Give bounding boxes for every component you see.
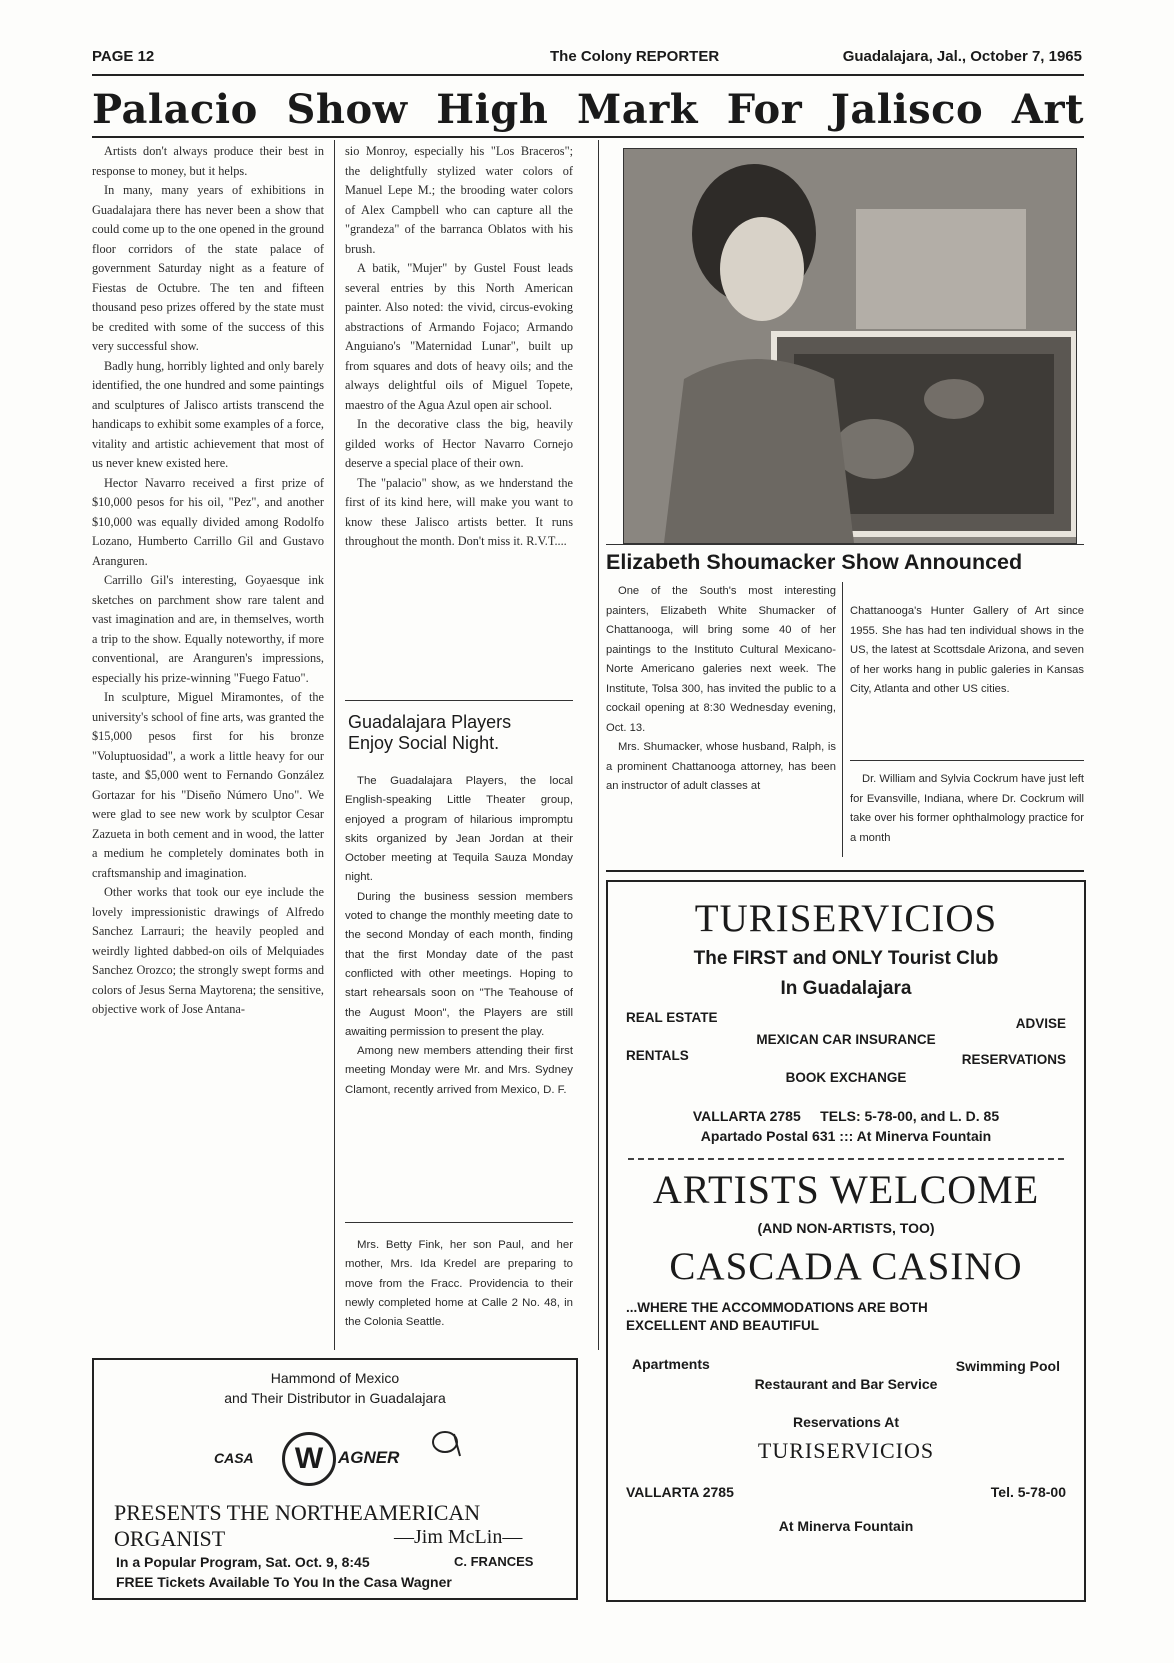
music-note-icon [430,1428,464,1458]
ad-service: RESERVATIONS [961,1052,1066,1067]
article-paragraph: Chattanooga's Hunter Gallery of Art since 1955. She has had ten individual shows in the US, the latest at Scottsdale Arizona, and seven of her works hang in public galeries in Kansas City, Atlanta and other US cities. [850,605,1084,695]
artist-photo [623,148,1077,544]
article-paragraph: Carrillo Gil's interesting, Goyaesque ink sketches on parchment show rare talent and vast imagination and are, in themselves, worth a trip to the show. Equally noteworthy, if more conventional, are Aranguren's impressions, especially his prize-winning "Fuego Fatuo". [92,573,324,685]
shoumacker-col2 [850,602,1084,732]
article-paragraph: Artists don't always produce their best in response to money, but it helps. [92,144,324,178]
ad-line: Hammond of Mexico [270,1370,400,1386]
headline: Palacio Show High Mark For Jalisco Art [92,86,1084,133]
dateline: Guadalajara, Jal., October 7, 1965 [842,48,1082,65]
section-rule [850,760,1084,761]
players-body [345,772,573,1182]
article-paragraph: Mrs. Betty Fink, her son Paul, and her mother, Mrs. Ida Kredel are preparing to move from the Fracc. Providencia to their newly completed home at Calle 2 No. 48, in the Colonia Seattle. [345,1239,573,1329]
ad-tagline: The FIRST and ONLY Tourist Club [693,948,999,969]
section-rule [606,544,1084,545]
ad-non-artists: (AND NON-ARTISTS, TOO) [757,1220,935,1236]
ad-free-tickets: FREE Tickets Available To You In the Casa Wagner [116,1574,452,1590]
logo-casa: CASA [214,1450,254,1466]
section-rule [345,1222,573,1223]
article-paragraph: The Guadalajara Players, the local English-speaking Little Theater group, enjoyed a program of hilarious impromptu skits organized by Jean Jordan at their October meeting at Tequila Sauza Monday night. [345,775,573,884]
ad-turi-small: TURISERVICIOS [757,1438,935,1463]
article-paragraph: Other works that took our eye include the lovely impressionistic drawings of Alfredo Sanchez Larrauri; the heavily peopled and weirdly lighted dabbed-on oils of Melquiades Sanchez Orozco; the strongly swept forms and colors of Jesus Serna Maytorena; the sensitive, objective work of Jose Antana- [92,885,324,1016]
turiservicios-ad [606,880,1086,1602]
ad-artists-welcome: ARTISTS WELCOME [652,1167,1040,1212]
page-number: PAGE 12 [92,48,155,65]
ad-address: VALLARTA 2785 TELS: 5-78-00, and L. D. 85 [692,1108,1000,1124]
masthead-rule [92,74,1084,76]
players-title-line2: Enjoy Social Night. [348,733,500,753]
ad-divider [628,1158,1064,1160]
ad-organist-name: —Jim McLin— [394,1526,523,1548]
ad-vallarta: VALLARTA 2785 [626,1484,734,1500]
headline-rule [92,136,1084,138]
ad-line: and Their Distributor in Guadalajara [224,1390,446,1406]
article-paragraph: During the business session members voted to change the monthly meeting date to the second Monday of each month, finding that the first Monday date of the past conflicted with other meetings. Hoping to start rehearsals soon on "The Teahouse of the August Moon", the Players are still awaiting permission to present the play. [345,890,573,1038]
article-main-col1 [92,142,324,1350]
article-paragraph: sio Monroy, especially his "Los Braceros"; the delightfully stylized water colors of Manuel Lepe M.; the brooding water colors of Alex Campbell who can capture all the "grandeza" of the barranca Oblatos with his brush. [345,144,573,256]
ad-minerva: At Minerva Fountain [778,1518,914,1534]
ad-organist: ORGANIST [114,1526,226,1551]
column-rule [598,140,599,1350]
ad-service: BOOK EXCHANGE [785,1070,907,1085]
ad-frances: C. FRANCES [454,1554,534,1569]
column-rule [334,140,335,1350]
players-title [348,712,574,754]
article-paragraph: In sculpture, Miguel Miramontes, of the university's school of fine arts, was granted the $15,000 pesos first for his bronze "Voluptuosidad", a work a little heavy for our taste, and $5,000 went to Fernando González Gortazar for his "Diseño Número Uno". We were glad to see new work by sculptor Cesar Zazueta in both cement and in wood, the latter a medium he completely dominates both in craftsmanship and imagination. [92,690,324,880]
logo-agner: AGNER [338,1448,400,1467]
section-rule [345,700,573,701]
ad-amenity: Apartments [632,1356,710,1372]
cockrum-note [850,770,1084,860]
shoumacker-title: Elizabeth Shoumacker Show Announced [606,550,1023,574]
casa-wagner-ad [92,1358,578,1600]
article-main-col2 [345,142,573,682]
article-paragraph: One of the South's most interesting painters, Elizabeth White Shumacker of Chattanooga, will bring some 40 of her paintings to the Instituto Cultural Mexicano-Norte Americano galeries next week. The Institute, Tolsa 300, has invited the public to a cockail opening at 8:30 Wednesday evening, Oct. 13. [606,585,836,734]
ad-service: ADVISE [1015,1016,1066,1031]
column-rule [842,582,843,857]
logo-w: W [282,1432,336,1486]
article-paragraph: A batik, "Mujer" by Gustel Foust leads several entries by this North American painter. Also noted: the vivid, circus-evoking abstractions of Armando Fojaco; Armando Anguiano's "Maternidad Lunar", built up from squares and dots of heavy oils; and the always delightful oils of Miguel Topete, maestro of the Agua Azul open air school. [345,261,573,412]
casa-wagner-logo [204,1428,464,1488]
section-rule [606,870,1084,872]
shoumacker-col1 [606,582,836,857]
article-paragraph: Among new members attending their first meeting Monday were Mr. and Mrs. Sydney Clamont, recently arrived from Mexico, D. F. [345,1045,573,1096]
ad-service: MEXICAN CAR INSURANCE [756,1032,936,1047]
ad-where: EXCELLENT AND BEAUTIFUL [626,1318,819,1333]
players-title-line1: Guadalajara Players [348,712,512,732]
woman-with-painting-image [624,149,1076,543]
ad-presents: PRESENTS THE NORTHEAMERICAN [114,1500,481,1525]
ad-amenity: Restaurant and Bar Service [754,1376,938,1392]
article-paragraph: In the decorative class the big, heavily gilded works of Hector Navarro Cornejo deserve a special place of their own. [345,417,573,470]
ad-cascada-casino: CASCADA CASINO [669,1245,1023,1288]
ad-reservations-at: Reservations At [792,1414,900,1430]
article-paragraph: Dr. William and Sylvia Cockrum have just left for Evansville, Indiana, where Dr. Cockrum will take over his former ophthalmology practice for a month [850,773,1084,844]
masthead [92,48,1082,70]
ad-where: ...WHERE THE ACCOMMODATIONS ARE BOTH [626,1300,928,1315]
article-paragraph: The "palacio" show, as we hnderstand the first of its kind here, will make you want to know these Jalisco artists better. It runs throughout the month. Don't miss it. R.V.T.... [345,475,573,548]
article-paragraph: In many, many years of exhibitions in Guadalajara there has never been a show that could come up to the one opened in the ground floor corridors of the state palace of government Saturday night as a feature of Fiestas de Octubre. The ten and fifteen thousand peso prizes offered by the state must be credited with some of the success of this very successful show. [92,183,324,353]
ad-title: TURISERVICIOS [694,897,998,940]
fink-note [345,1236,573,1354]
ad-tagline: In Guadalajara [780,978,912,999]
article-paragraph: Badly hung, horribly lighted and only barely identified, the one hundred and some paintings and sculptures of Jalisco artists transcend the handicaps to exhibit some examples of a force, vitality and artistic achievement that most of us never knew existed here. [92,358,324,470]
ad-amenity: Swimming Pool [955,1358,1060,1374]
paper-name: The Colony REPORTER [550,48,720,65]
ad-service: REAL ESTATE [626,1010,718,1025]
ad-apartado: Apartado Postal 631 ::: At Minerva Fountain [700,1128,992,1144]
ad-program: In a Popular Program, Sat. Oct. 9, 8:45 [116,1554,370,1570]
ad-service: RENTALS [626,1048,689,1063]
article-paragraph: Hector Navarro received a first prize of $10,000 pesos for his oil, "Pez", and another $10,000 was equally divided among Rodolfo Lozano, Humberto Carrillo Gil and Gustavo Aranguren. [92,475,324,568]
ad-tel: Tel. 5-78-00 [990,1484,1066,1500]
article-paragraph: Mrs. Shumacker, whose husband, Ralph, is a prominent Chattanooga attorney, has been an instructor of adult classes at [606,741,836,792]
